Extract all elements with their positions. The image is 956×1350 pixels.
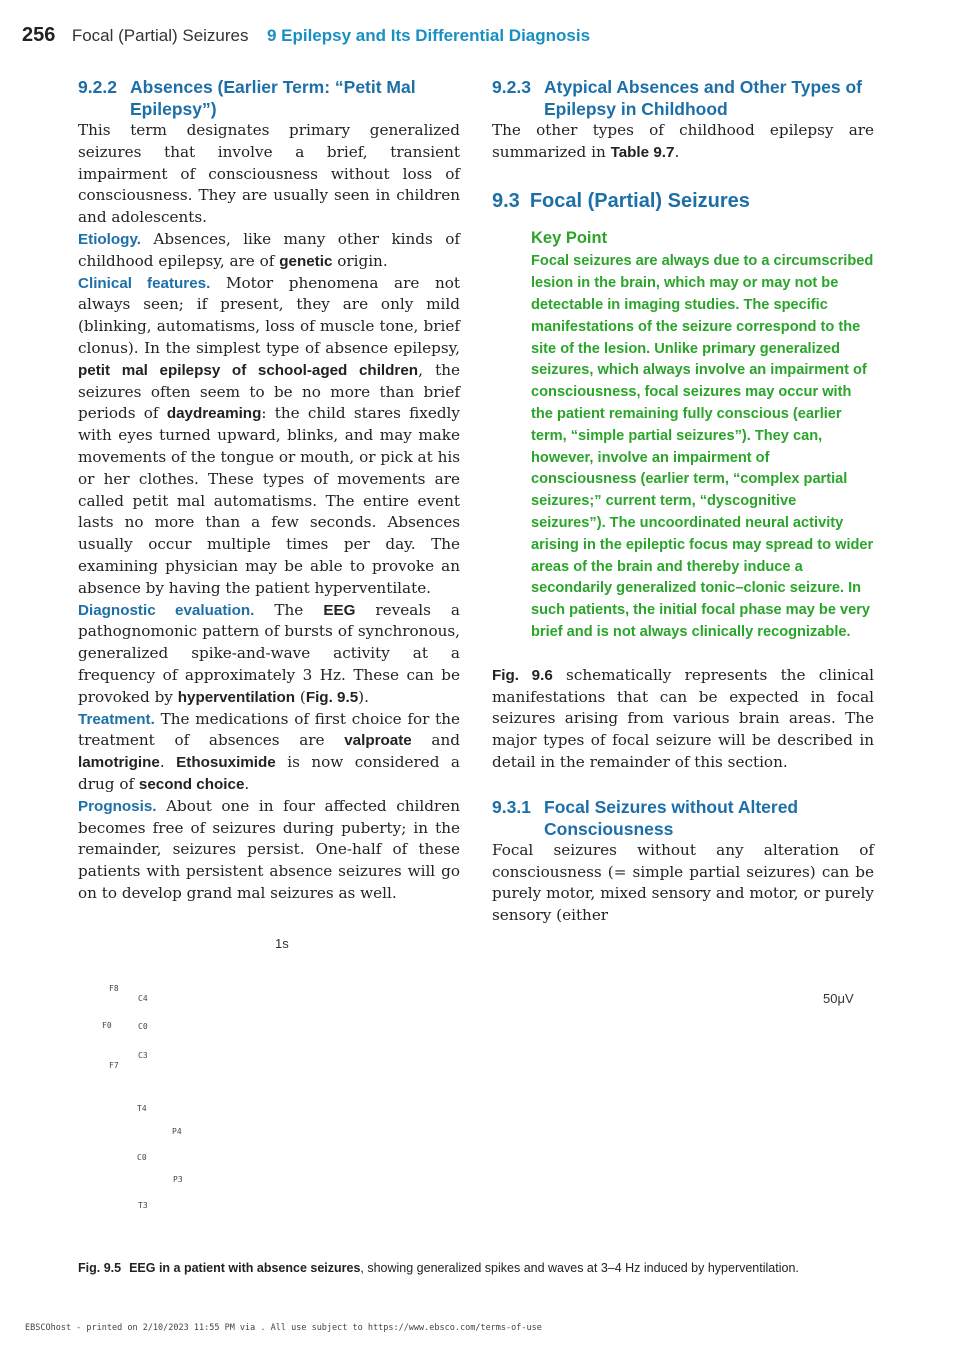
paragraph-intro: This term designates primary generalized seizures that involve a brief, transient impairment of consciousness without loss of consciousness. They are usually seen in children and adolescents.: [78, 121, 460, 227]
running-header: [22, 24, 590, 47]
heading-9-2-2: 9.2.2 Absences (Earlier Term: “Petit Mal Epilepsy”): [78, 77, 416, 119]
paragraph-diagnostic: Diagnostic evaluation. The EEG reveals a pathognomonic pattern of bursts of synchronous, generalized spike-and-wave activity at a frequency of approximately 3 Hz. These can be provoked by hyperventilation (Fig. 9.5).: [78, 600, 460, 706]
channel-label: C0: [137, 1153, 147, 1162]
page-number: 256: [22, 24, 56, 46]
heading-9-2-3: 9.2.3 Atypical Absences and Other Types of Epilepsy in Childhood: [492, 77, 862, 119]
running-section: Focal (Partial) Seizures: [71, 26, 249, 45]
channel-label: C0: [138, 1022, 148, 1031]
left-column: [78, 76, 460, 905]
channel-label: F0: [102, 1021, 112, 1030]
footer-note: EBSCOhost - printed on 2/10/2023 11:55 PM via . All use subject to https://www.ebsco.com/terms-of-use: [25, 1323, 542, 1333]
channel-label: F8: [109, 984, 119, 993]
channel-label: C4: [138, 994, 148, 1003]
paragraph-prognosis: Prognosis. About one in four affected children becomes free of seizures during puberty; in the remainder, seizures persist. One-half of these patients with persistent absence seizures will go on to develop grand mal seizures as well.: [78, 796, 460, 902]
channel-label: F7: [109, 1061, 119, 1070]
figure-caption: Fig. 9.5 EEG in a patient with absence seizures, showing generalized spikes and waves at 3–4 Hz induced by hyperventilation.: [78, 1261, 799, 1275]
paragraph-other-types: The other types of childhood epilepsy are summarized in Table 9.7.: [492, 121, 874, 161]
paragraph-etiology: Etiology. Absences, like many other kinds of childhood epilepsy, are of genetic origin.: [78, 229, 460, 270]
heading-9-3-1: 9.3.1 Focal Seizures without Altered Consciousness: [492, 796, 799, 839]
key-point-text: Focal seizures are always due to a circumscribed lesion in the brain, which may or may not be detectable in imaging studies. The specific manifestations of the seizure correspond to the site of the lesion. Unlike primary generalized seizures, which always involve an impairment of consciousness, focal seizures may occur with the patient remaining fully conscious (earlier term, “simple partial seizures”). They can, however, involve an impairment of consciousness (earlier term, “complex partial seizures;” current term, “dyscognitive seizures”). The uncoordinated neural activity arising in the epileptic focus may spread to wider areas of the brain and thereby induce a secondarily generalized tonic–clonic seizure. In such patients, the initial focal phase may be very brief and is not always clinically recognizable.: [531, 253, 874, 640]
channel-label: P3: [173, 1175, 183, 1184]
channel-label: T4: [137, 1104, 147, 1113]
key-point-title: Key Point: [531, 228, 608, 247]
time-scale-label: 1s: [275, 936, 289, 951]
heading-9-3: 9.3 Focal (Partial) Seizures: [492, 189, 750, 212]
channel-label: T3: [138, 1201, 148, 1210]
paragraph-fig-9-6: Fig. 9.6 schematically represents the clinical manifestations that can be expected in focal seizures arising from various brain areas. The major types of focal seizure will be described in detail in the remainder of this section.: [492, 665, 874, 771]
paragraph-focal-without: Focal seizures without any alteration of consciousness (= simple partial seizures) can be purely motor, mixed sensory and motor, or purely sensory (either: [492, 840, 874, 925]
paragraph-treatment: Treatment. The medications of first choice for the treatment of absences are valproate and lamotrigine. Ethosuximide is now considered a drug of second choice.: [78, 709, 460, 793]
running-chapter: 9 Epilepsy and Its Differential Diagnosis: [266, 26, 591, 45]
eeg-figure: [78, 930, 878, 1220]
amplitude-scale-label: 50μV: [823, 991, 854, 1006]
paragraph-clinical: Clinical features. Motor phenomena are not always seen; if present, they are only mild (blinking, automatisms, loss of muscle tone, brief clonus). In the simplest type of absence epilepsy, petit mal epilepsy of school-aged children, the seizures often seem to be no more than brief periods of daydreaming: the child stares fixedly with eyes turned upward, blinks, and may make movements of the tongue or mouth, or pick at his or her clothes. These types of movements are called petit mal automatisms. The entire event lasts no more than a few seconds. Absences usually occur multiple times per day. The examining physician may be able to provoke an absence by having the patient hyperventilate.: [78, 273, 461, 597]
right-column: [492, 76, 874, 927]
key-point-box: [531, 228, 874, 644]
channel-label: P4: [172, 1127, 182, 1136]
channel-label: C3: [138, 1051, 148, 1060]
